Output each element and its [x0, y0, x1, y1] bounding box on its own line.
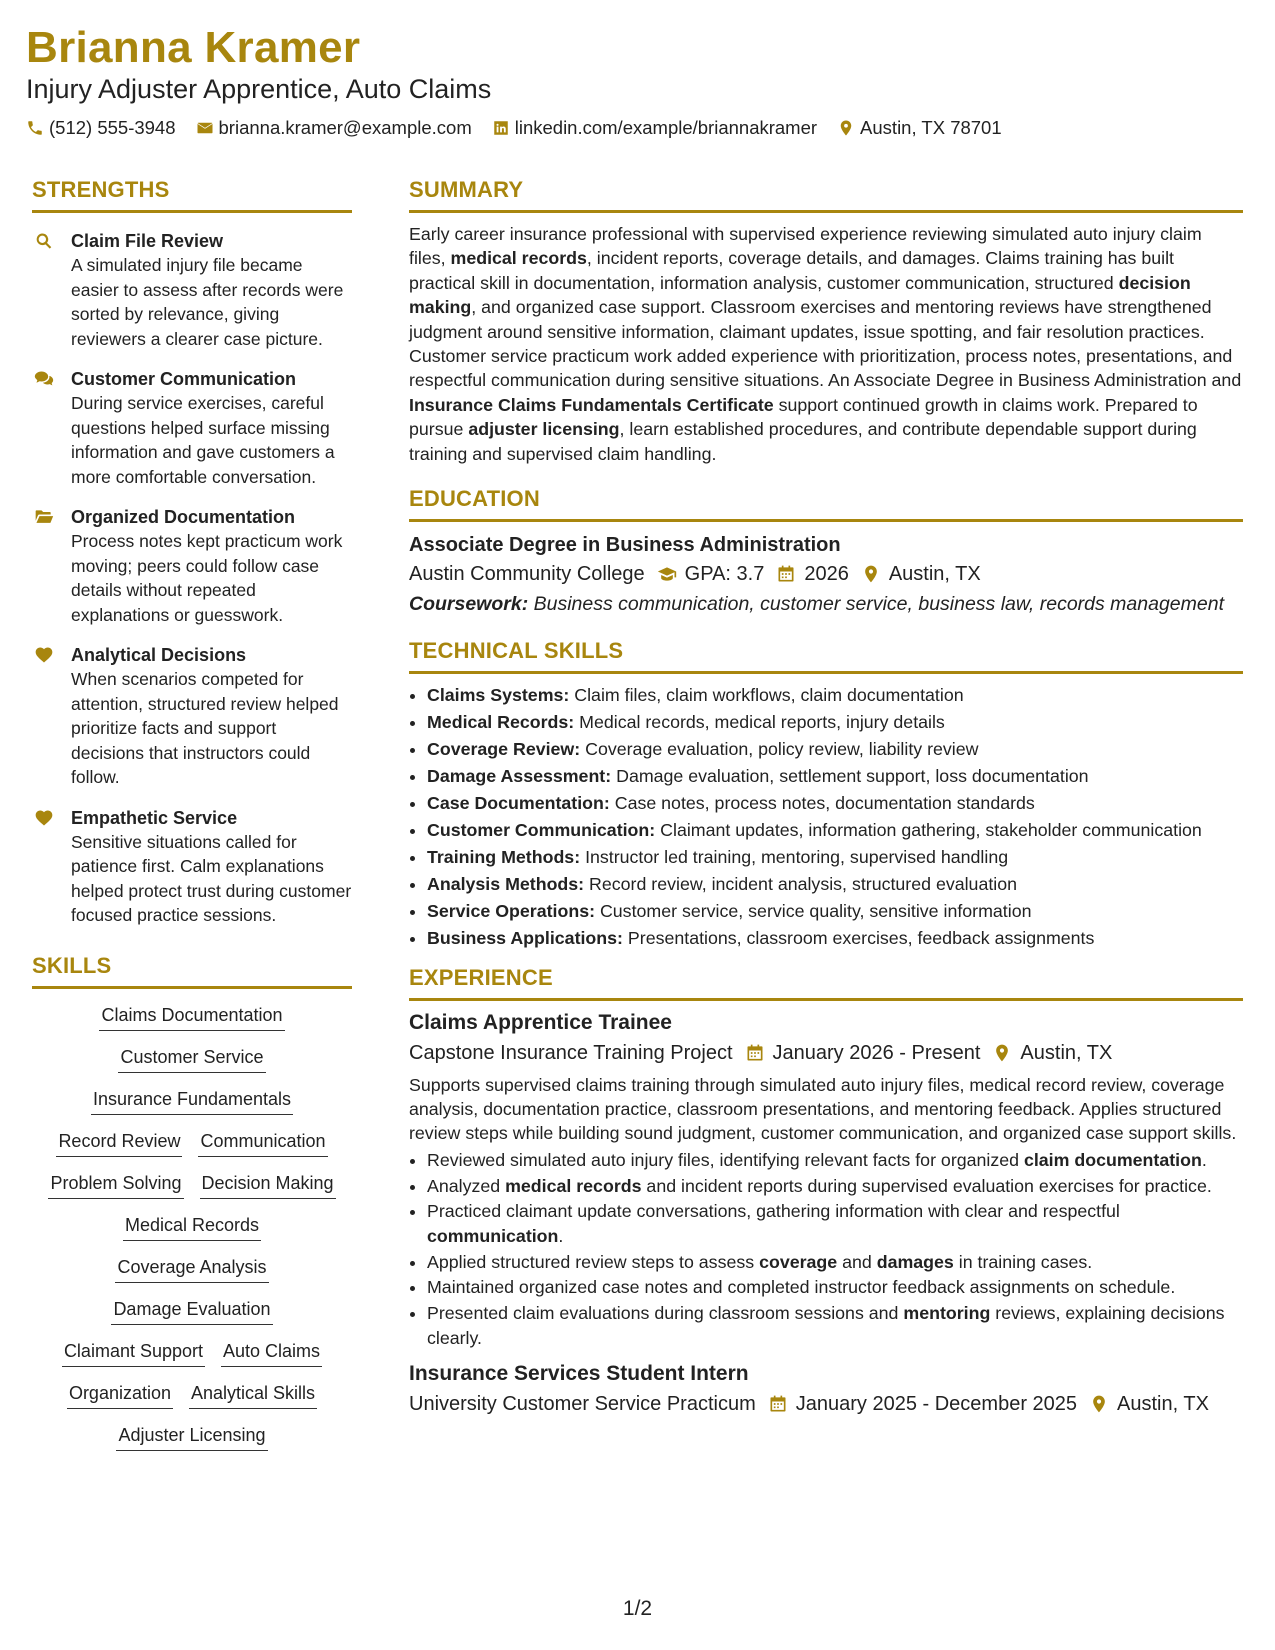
- technical-skill-label: Analysis Methods:: [427, 873, 585, 894]
- technical-skill-text: Record review, incident analysis, structured evaluation: [584, 873, 1018, 894]
- education-heading: EDUCATION: [409, 486, 540, 512]
- contact-bar: [26, 116, 1246, 140]
- strength-title: Empathetic Service: [71, 807, 238, 828]
- strengths-divider: [32, 210, 352, 213]
- job-organization: Capstone Insurance Training Project: [409, 1041, 733, 1064]
- location-pin-icon: [1089, 1394, 1109, 1414]
- strength-text: Sensitive situations called for patience first. Calm explanations helped protect trust during customer focused practice sessions.: [71, 831, 352, 925]
- technical-skill-label: Damage Assessment:: [427, 765, 612, 786]
- summary-text: support continued growth in claims work. Prepared to pursue: [409, 394, 1198, 440]
- skills-row: [32, 1255, 352, 1283]
- technical-skill-text: Case notes, process notes, documentation standards: [609, 792, 1035, 813]
- strength-text: When scenarios competed for attention, structured review helped prioritize facts and support decisions that instructors could follow.: [71, 669, 339, 787]
- job-bullet-text: Reviewed simulated auto injury files, identifying relevant facts for organized: [427, 1149, 1024, 1170]
- job-bullet-text: and incident reports during supervised evaluation exercises for practice.: [641, 1175, 1212, 1196]
- heart-icon: [34, 808, 56, 828]
- candidate-name: Brianna Kramer: [26, 23, 361, 72]
- technical-skill-label: Service Operations:: [427, 900, 596, 921]
- job-bullet-text: Applied structured review steps to assess: [427, 1251, 760, 1272]
- skills-heading: SKILLS: [32, 952, 112, 978]
- skill-tag: Medical Records: [123, 1213, 261, 1241]
- strength-item: [32, 367, 352, 489]
- summary-text: [409, 222, 1243, 466]
- skills-divider: [32, 986, 352, 989]
- summary-heading: SUMMARY: [409, 177, 524, 202]
- technical-skill-text: Customer service, service quality, sensitive information: [595, 900, 1032, 921]
- location-pin-icon: [992, 1043, 1012, 1063]
- skill-tag: Customer Service: [118, 1045, 265, 1073]
- job-location: Austin, TX: [1020, 1041, 1113, 1064]
- right-column: [409, 176, 1243, 1418]
- technical-skill-label: Coverage Review:: [427, 738, 581, 759]
- job-bullet-text: Presented claim evaluations during classroom sessions and: [427, 1303, 904, 1324]
- strength-item: [32, 505, 352, 627]
- resume-header: [26, 22, 1246, 140]
- summary-text: , incident reports, coverage details, and damages. Claims training has built practical skill in documentation, information analysis, customer communication, structured: [409, 248, 1175, 293]
- skills-row: [32, 1423, 352, 1451]
- technical-skill-item: [427, 925, 1243, 952]
- strength-title: Claim File Review: [71, 231, 224, 251]
- technical-skill-text: Instructor led training, mentoring, supervised handling: [580, 846, 1009, 867]
- technical-skill-item: [427, 709, 1243, 736]
- skills-row: [32, 1381, 352, 1409]
- skill-tag: Problem Solving: [48, 1171, 183, 1199]
- strength-title: Organized Documentation: [71, 507, 296, 527]
- skill-tag: Insurance Fundamentals: [91, 1087, 293, 1115]
- technical-skills-list: [409, 682, 1243, 952]
- strength-text: Process notes kept practicum work moving; peers could follow case details without repeated explanations or guesswork.: [71, 531, 343, 625]
- technical-skill-label: Case Documentation:: [427, 792, 610, 813]
- summary-bold: adjuster licensing: [468, 419, 620, 440]
- skills-row: [32, 1045, 352, 1073]
- skills-list: [32, 1003, 352, 1451]
- job-bullet-text: reviews, explaining decisions clearly.: [427, 1303, 1225, 1348]
- job-title: Insurance Services Student Intern: [409, 1361, 749, 1385]
- summary-bold: Insurance Claims Fundamentals Certificate: [409, 394, 774, 415]
- job-description: Supports supervised claims training through simulated auto injury files, medical record review, coverage analysis, documentation practice, classroom presentations, and mentoring feedback. Applies structured review steps while building sound judgment, customer communication, and organized case support skills.: [409, 1074, 1237, 1144]
- technical-skill-item: [427, 817, 1243, 844]
- skill-tag: Coverage Analysis: [115, 1255, 268, 1283]
- search-icon: [34, 231, 56, 251]
- skill-tag: Communication: [198, 1129, 327, 1157]
- candidate-title: Injury Adjuster Apprentice, Auto Claims: [26, 74, 492, 104]
- technical-skill-item: [427, 790, 1243, 817]
- location-pin-icon: [837, 119, 855, 137]
- school-name: Austin Community College: [409, 563, 645, 586]
- technical-skill-item: [427, 763, 1243, 790]
- job-dates: January 2025 - December 2025: [795, 1392, 1078, 1415]
- job-bullet-text: in training cases.: [953, 1251, 1093, 1272]
- experience-heading: EXPERIENCE: [409, 964, 553, 990]
- technical-skill-item: [427, 736, 1243, 763]
- contact-location-text: Austin, TX 78701: [860, 117, 1002, 138]
- contact-location: [837, 116, 1002, 140]
- phone-icon: [26, 119, 44, 137]
- skill-tag: Claimant Support: [62, 1339, 205, 1367]
- summary-text: Early career insurance professional with supervised experience reviewing simulated auto injury claim files,: [409, 224, 1202, 269]
- experience-divider: [409, 998, 1243, 1001]
- technical-skill-item: [427, 844, 1243, 871]
- coursework-text: Business communication, customer service, business law, records management: [528, 593, 1225, 616]
- calendar-icon: [745, 1043, 765, 1063]
- job-bullet-bold: communication: [427, 1225, 559, 1246]
- job-bullet-bold: claim documentation: [1023, 1149, 1202, 1170]
- contact-linkedin[interactable]: [492, 116, 817, 140]
- linkedin-icon: [492, 119, 510, 137]
- job-entry: [409, 1009, 1243, 1350]
- graduation-cap-icon: [657, 564, 677, 584]
- job-entry: [409, 1360, 1243, 1418]
- heart-icon: [34, 645, 56, 665]
- folder-open-icon: [34, 507, 56, 527]
- summary-divider: [409, 210, 1243, 213]
- skill-tag: Decision Making: [200, 1171, 336, 1199]
- technical-skill-label: Training Methods:: [427, 846, 581, 867]
- summary-bold: decision making: [409, 272, 1191, 318]
- technical-skill-text: Presentations, classroom exercises, feedback assignments: [622, 927, 1095, 948]
- strength-title: Customer Communication: [71, 369, 297, 389]
- job-bullet: [427, 1148, 1243, 1172]
- technical-skill-text: Medical records, medical reports, injury details: [574, 711, 945, 732]
- job-bullet: [427, 1250, 1243, 1274]
- degree-name: Associate Degree in Business Administration: [409, 534, 841, 557]
- skill-tag: Damage Evaluation: [111, 1297, 272, 1325]
- education-divider: [409, 519, 1243, 522]
- technical-skill-label: Medical Records:: [427, 711, 575, 732]
- page-number: 1/2: [622, 1597, 653, 1620]
- technical-skill-label: Claims Systems:: [427, 684, 570, 705]
- job-location: Austin, TX: [1117, 1392, 1209, 1415]
- skill-tag: Adjuster Licensing: [116, 1423, 267, 1451]
- strengths-heading: STRENGTHS: [32, 177, 170, 202]
- skill-tag: Auto Claims: [221, 1339, 322, 1367]
- skills-row: [32, 1129, 352, 1157]
- job-meta: [409, 1039, 1243, 1067]
- job-bullet-bold: coverage: [759, 1251, 838, 1272]
- summary-text: , and organized case support. Classroom exercises and mentoring reviews have strengthened judgment around sensitive information, claimant updates, issue spotting, and fair resolution practices. Customer service practicum work added experience with prioritization, process notes, presentations, and respectful communication during sensitive situations. An Associate Degree in Business Administration and: [409, 297, 1242, 391]
- chat-bubbles-icon: [34, 369, 56, 389]
- contact-phone: [26, 116, 176, 140]
- technical-skills-divider: [409, 671, 1243, 674]
- job-bullet-text: Analyzed: [427, 1175, 506, 1196]
- job-bullet-text: and: [837, 1251, 877, 1272]
- strength-title: Analytical Decisions: [71, 645, 247, 665]
- job-bullet-bold: damages: [876, 1251, 954, 1272]
- calendar-icon: [776, 564, 796, 584]
- contact-linkedin-text[interactable]: linkedin.com/example/briannakramer: [514, 117, 818, 138]
- job-meta: [409, 1390, 1243, 1418]
- technical-skill-item: [427, 682, 1243, 709]
- summary-bold: medical records: [450, 248, 587, 269]
- contact-email-text[interactable]: brianna.kramer@example.com: [218, 117, 472, 138]
- summary-text: , learn established procedures, and contribute dependable support during training and supervised claim handling.: [409, 419, 1197, 464]
- left-column: [32, 176, 352, 1451]
- job-bullet-text: .: [1201, 1149, 1207, 1170]
- location-pin-icon: [861, 564, 881, 584]
- technical-skill-text: Damage evaluation, settlement support, loss documentation: [611, 765, 1089, 786]
- graduation-year: 2026: [804, 563, 849, 586]
- skill-tag: Record Review: [56, 1129, 182, 1157]
- skills-row: [32, 1171, 352, 1199]
- job-bullet: [427, 1275, 1243, 1299]
- coursework: [409, 592, 1243, 617]
- skills-row: [32, 1297, 352, 1325]
- job-bullet: [427, 1301, 1243, 1350]
- job-bullets: [409, 1148, 1243, 1350]
- job-bullet-text: .: [558, 1225, 564, 1246]
- job-title: Claims Apprentice Trainee: [409, 1010, 672, 1034]
- strength-text: During service exercises, careful questions helped surface missing information and gave customers a more comfortable conversation.: [71, 393, 335, 487]
- technical-skill-text: Claimant updates, information gathering, stakeholder communication: [655, 819, 1202, 840]
- skills-row: [32, 1339, 352, 1367]
- job-bullet: [427, 1174, 1243, 1198]
- technical-skill-text: Coverage evaluation, policy review, liability review: [580, 738, 979, 759]
- job-bullet-bold: medical records: [505, 1175, 642, 1196]
- contact-phone-text: (512) 555-3948: [49, 117, 176, 138]
- strength-item: [32, 806, 352, 928]
- job-bullet-bold: mentoring: [903, 1303, 991, 1324]
- strength-item: [32, 643, 352, 790]
- technical-skill-item: [427, 871, 1243, 898]
- school-location: Austin, TX: [888, 563, 981, 586]
- job-dates: January 2026 - Present: [772, 1041, 981, 1064]
- skill-tag: Organization: [67, 1381, 173, 1409]
- skill-tag: Claims Documentation: [99, 1003, 284, 1031]
- strength-item: [32, 229, 352, 351]
- skills-row: [32, 1087, 352, 1115]
- coursework-label: Coursework:: [409, 593, 529, 616]
- education-meta: [409, 560, 1243, 588]
- skills-row: [32, 1003, 352, 1031]
- job-organization: University Customer Service Practicum: [409, 1392, 756, 1415]
- skill-tag: Analytical Skills: [189, 1381, 317, 1409]
- skills-row: [32, 1213, 352, 1241]
- technical-skill-label: Customer Communication:: [427, 819, 656, 840]
- job-bullet-text: Maintained organized case notes and completed instructor feedback assignments on schedule.: [427, 1277, 1176, 1298]
- calendar-icon: [768, 1394, 788, 1414]
- technical-skill-text: Claim files, claim workflows, claim documentation: [569, 684, 964, 705]
- strength-text: A simulated injury file became easier to assess after records were sorted by relevance, giving reviewers a clearer case picture.: [71, 255, 344, 349]
- contact-email[interactable]: [196, 116, 472, 140]
- technical-skill-label: Business Applications:: [427, 927, 623, 948]
- gpa-value: GPA: 3.7: [684, 563, 765, 586]
- job-bullet-text: Practiced claimant update conversations, gathering information with clear and respectful: [427, 1201, 1120, 1222]
- technical-skills-heading: TECHNICAL SKILLS: [409, 637, 624, 663]
- job-bullet: [427, 1199, 1243, 1248]
- technical-skill-item: [427, 898, 1243, 925]
- envelope-icon: [196, 119, 214, 137]
